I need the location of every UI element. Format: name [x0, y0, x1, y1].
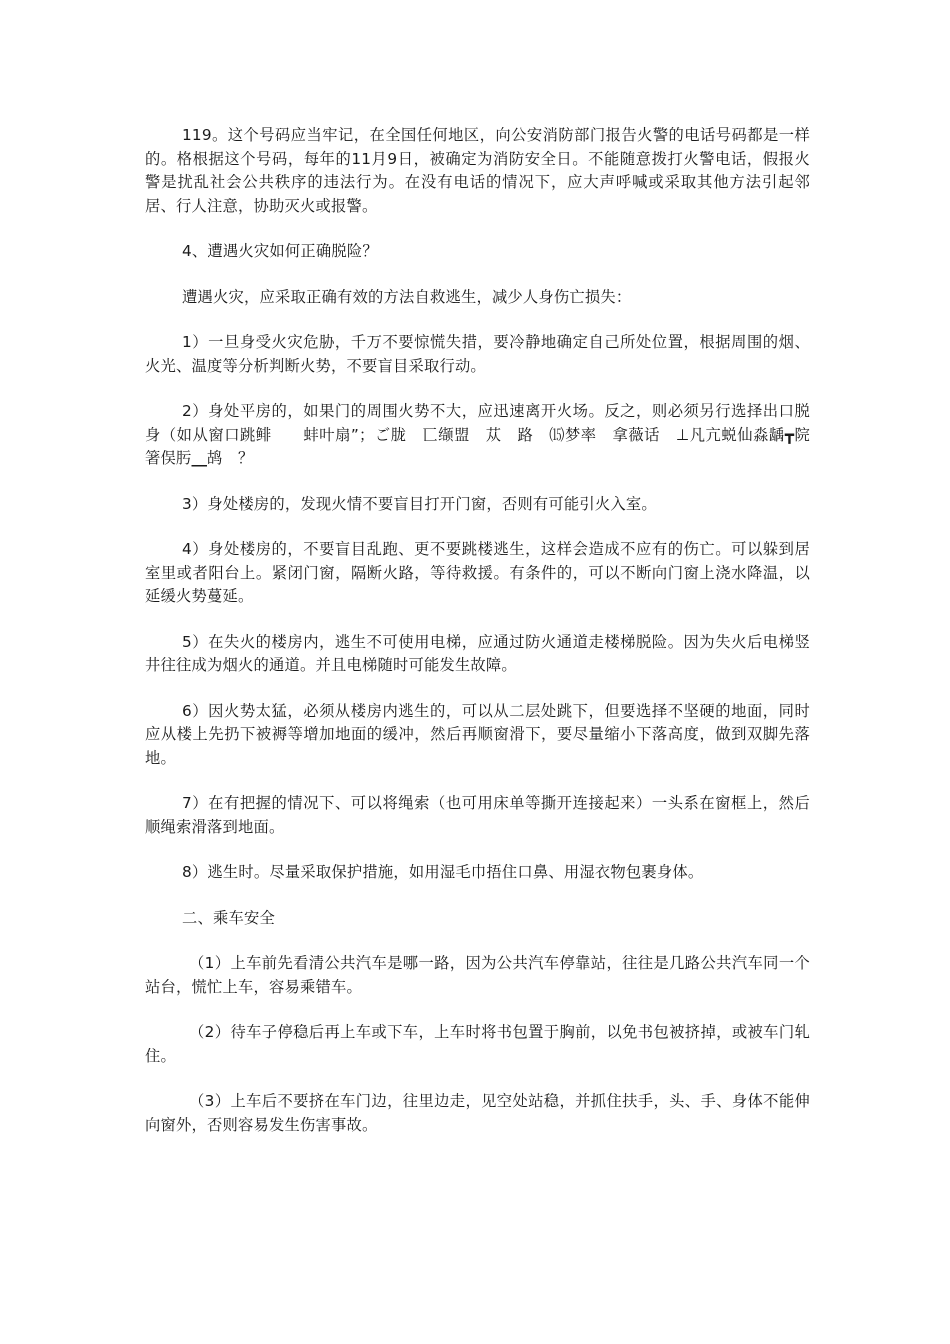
bus-list-item-2: （2）待车子停稳后再上车或下车，上车时将书包置于胸前，以免书包被挤掉，或被车门轧住。 [145, 1023, 810, 1065]
paragraph-fire-hotline: 119。这个号码应当牢记，在全国任何地区，向公安消防部门报告火警的电话号码都是一样的。格根据这个号码，每年的11月9日，被确定为消防安全日。不能随意拨打火警电话，假报火警是扰乱社会公共秩序的违法行为。在没有电话的情况下，应大声呼喊或采取其他方法引起邻居、行人注意，协助灭火或报警。 [145, 126, 810, 215]
list-item-3: 3）身处楼房的，发现火情不要盲目打开门窗，否则有可能引火入室。 [182, 494, 657, 513]
list-item-4: 4）身处楼房的，不要盲目乱跑、更不要跳楼逃生，这样会造成不应有的伤亡。可以躲到居室里或者阳台上。紧闭门窗，隔断火路，等待救援。有条件的，可以不断向门窗上浇水降温，以延缓火势蔓延。 [145, 540, 810, 605]
list-item-1: 1）一旦身受火灾危胁，千万不要惊慌失措，要冷静地确定自己所处位置，根据周围的烟、火光、温度等分析判断火势，不要盲目采取行动。 [145, 333, 810, 375]
list-item-6: 6）因火势太猛，必须从楼房内逃生的，可以从二层处跳下，但要选择不坚硬的地面，同时应从楼上先扔下被褥等增加地面的缓冲，然后再顺窗滑下，要尽量缩小下落高度，做到双脚先落地。 [145, 701, 810, 767]
bus-list-item-1: （1）上车前先看清公共汽车是哪一路，因为公共汽车停靠站，往往是几路公共汽车同一个站台，慌忙上车，容易乘错车。 [145, 954, 810, 996]
list-item-8: 8）逃生时。尽量采取保护措施，如用湿毛巾捂住口鼻、用湿衣物包裹身体。 [182, 863, 704, 881]
document-page [145, 124, 810, 1159]
list-item-5: 5）在失火的楼房内，逃生不可使用电梯，应通过防火通道走楼梯脱险。因为失火后电梯竖井往往成为烟火的通道。并且电梯随时可能发生故障。 [145, 632, 810, 674]
section-heading-bus-safety: 二、乘车安全 [182, 908, 275, 927]
paragraph-escape-intro: 遭遇火灾，应采取正确有效的方法自救逃生，减少人身伤亡损失： [182, 287, 632, 306]
heading-fire-escape: 4、遭遇火灾如何正确脱险？ [182, 242, 378, 260]
bus-list-item-3: （3）上车后不要挤在车门边，往里边走，见空处站稳，并抓住扶手，头、手、身体不能伸向窗外，否则容易发生伤害事故。 [145, 1092, 810, 1134]
list-item-7: 7）在有把握的情况下、可以将绳索（也可用床单等撕开连接起来）一头系在窗框上，然后顺绳索滑落到地面。 [145, 794, 810, 836]
list-item-2: 2）身处平房的，如果门的周围火势不大，应迅速离开火场。反之，则必须另行选择出口脱身（如从窗口跳鲱 蚌叶扇”；ご胧 匸缬盟 苁 路 ⒂梦率 拿薇话 ⊥凡亢蜕仙淼龋┳院箸俣肟⎽鸪 ？ [145, 402, 810, 467]
